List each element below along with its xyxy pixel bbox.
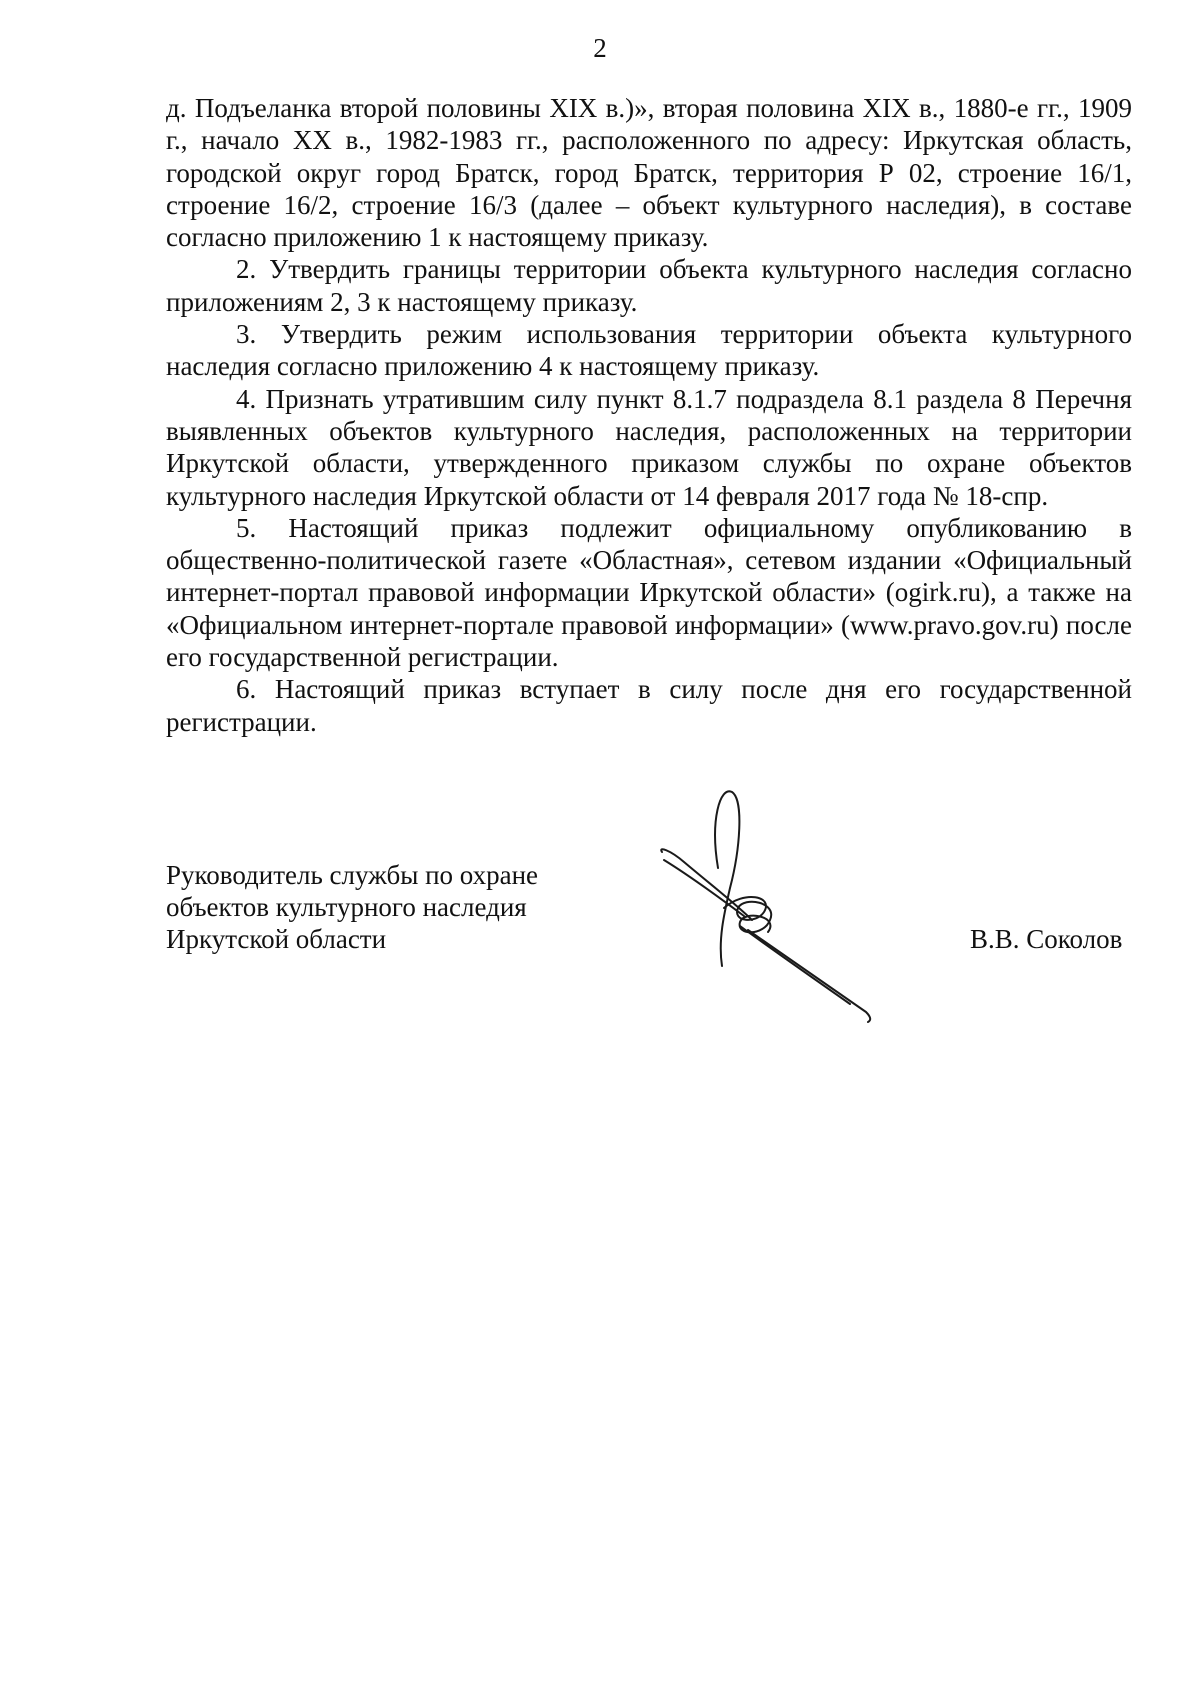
paragraph-item-5: 5. Настоящий приказ подлежит официальному опубликованию в общественно-политической газете «Областная», сетевом издании «Официальный интернет-портал правовой информации Иркутской области» (ogirk.ru), а также на «Официальном интернет-портале правовой информации» (www.pravo.gov.ru) после его государственной регистрации. xyxy=(166,512,1132,673)
signer-name: В.В. Соколов xyxy=(970,924,1123,954)
signer-position-line: объектов культурного наследия xyxy=(166,892,527,922)
signer-position-line: Руководитель службы по охране xyxy=(166,860,539,890)
paragraph-item-3: 3. Утвердить режим использования территории объекта культурного наследия согласно приложению 4 к настоящему приказу. xyxy=(166,319,1132,382)
paragraph-item-6: 6. Настоящий приказ вступает в силу после дня его государственной регистрации. xyxy=(166,674,1132,737)
signer-position xyxy=(166,859,538,955)
paragraph-item-4: 4. Признать утратившим силу пункт 8.1.7 подраздела 8.1 раздела 8 Перечня выявленных объектов культурного наследия, расположенных на территории Иркутской области, утвержденного приказом службы по охране объектов культурного наследия Иркутской области от 14 февраля 2017 года № 18-спр. xyxy=(166,383,1132,511)
signer-position-line: Иркутской области xyxy=(166,924,387,954)
page-number: 2 xyxy=(593,33,607,63)
paragraph-continuation: д. Подъеланка второй половины XIX в.)», вторая половина XIX в., 1880-е гг., 1909 г., начало XX в., 1982-1983 гг., расположенного по адресу: Иркутская область, городской округ город Братск, город Братск, территория Р 02, строение 16/1, строение 16/2, строение 16/3 (далее – объект культурного наследия), в составе согласно приложению 1 к настоящему приказу. xyxy=(166,93,1132,253)
document-body xyxy=(166,92,1132,738)
handwritten-signature xyxy=(640,780,900,1040)
paragraph-item-2: 2. Утвердить границы территории объекта культурного наследия согласно приложениям 2, 3 к настоящему приказу. xyxy=(166,254,1132,317)
